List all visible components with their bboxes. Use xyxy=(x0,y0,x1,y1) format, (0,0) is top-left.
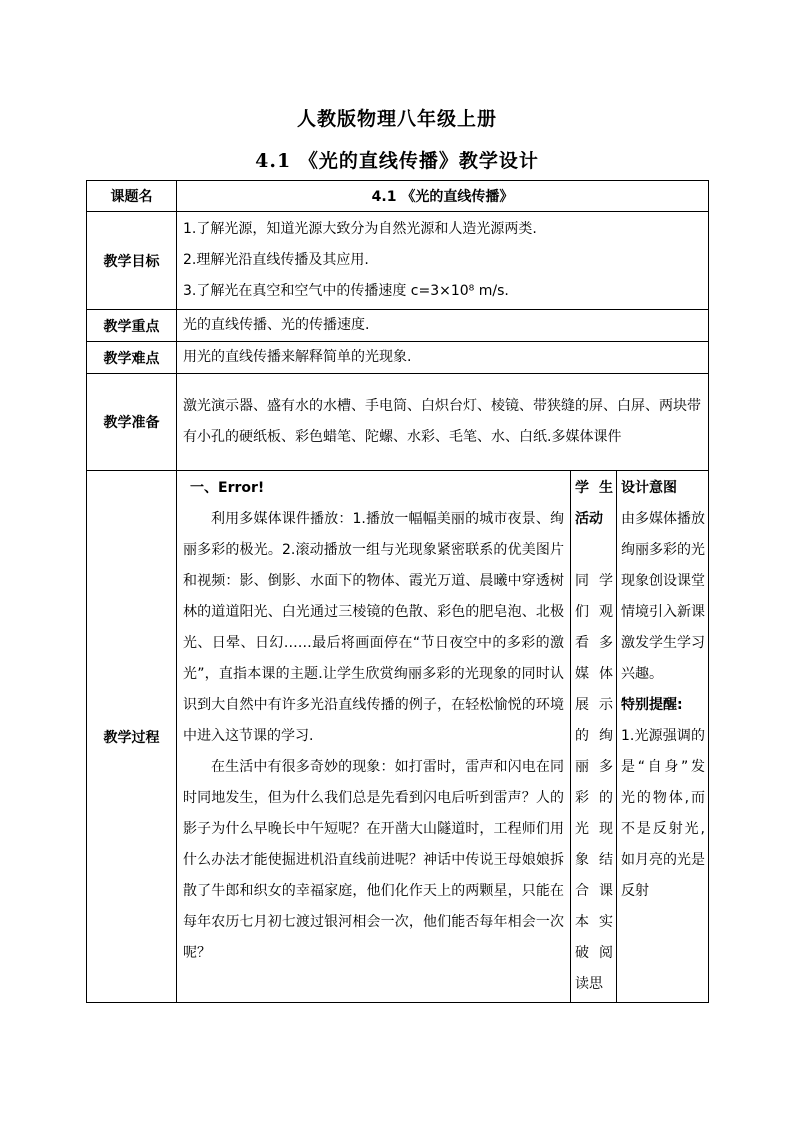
design-intent-cell xyxy=(617,471,709,1003)
reminder-heading: 特别提醒: xyxy=(621,697,683,713)
preparation-value: 激光演示器、盛有水的水槽、手电筒、白炽台灯、棱镜、带狭缝的屏、白屏、两块带有小孔的硬纸板、彩色蜡笔、陀螺、水彩、毛笔、水、白纸.多媒体课件 xyxy=(177,374,709,471)
row-difficulties xyxy=(87,342,709,374)
reminder-text: 1.光源强调的是“自身”发光的物体,而不是反射光,如月亮的光是反射 xyxy=(621,728,705,899)
difficulties-label: 教学难点 xyxy=(87,342,177,374)
topic-label: 课题名 xyxy=(87,181,177,212)
difficulties-value: 用光的直线传播来解释简单的光现象. xyxy=(177,342,709,374)
row-process xyxy=(87,471,709,1003)
row-preparation xyxy=(87,374,709,471)
goals-label: 教学目标 xyxy=(87,212,177,310)
lesson-plan-table xyxy=(86,180,709,1003)
section-heading: 一、Error! xyxy=(190,480,265,496)
document-subtitle: 4.1 《光的直线传播》教学设计 xyxy=(255,150,539,172)
topic-value: 4.1 《光的直线传播》 xyxy=(177,181,709,212)
student-activity-text: 同学们观看多媒体展示的绚丽多彩的光现象结合课本实破阅读思 xyxy=(575,573,613,992)
row-key-points xyxy=(87,310,709,342)
process-content xyxy=(177,471,571,1003)
process-paragraph-1: 利用多媒体课件播放：1.播放一幅幅美丽的城市夜景、绚丽多彩的极光。2.滚动播放一组与光现象紧密联系的优美图片和视频：影、倒影、水面下的物体、霞光万道、晨曦中穿透树林的道道阳光、白光通过三棱镜的色散、彩色的肥皂泡、北极光、日晕、日幻……最后将画面停在“节日夜空中的多彩的激光”，直指本课的主题.让学生欣赏绚丽多彩的光现象的同时认识到大自然中有许多光沿直线传播的例子，在轻松愉悦的环境中进入这节课的学习. xyxy=(183,511,564,744)
process-paragraph-2: 在生活中有很多奇妙的现象：如打雷时，雷声和闪电在同时同地发生，但为什么我们总是先看到闪电后听到雷声？人的影子为什么早晚长中午短呢？在开凿大山隧道时，工程师们用什么办法才能使掘进机沿直线前进呢？神话中传说王母娘娘拆散了牛郎和织女的幸福家庭，他们化作天上的两颗星，只能在每年农历七月初七渡过银河相会一次，他们能否每年相会一次呢？ xyxy=(183,759,564,961)
goal-item: 3.了解光在真空和空气中的传播速度 c=3×10⁸ m/s. xyxy=(183,283,509,299)
student-activity-heading: 学生活动 xyxy=(575,480,613,527)
key-points-value: 光的直线传播、光的传播速度. xyxy=(177,310,709,342)
goal-item: 2.理解光沿直线传播及其应用. xyxy=(183,252,369,268)
student-activity-cell xyxy=(571,471,617,1003)
goals-cell xyxy=(177,212,709,310)
row-goals xyxy=(87,212,709,310)
preparation-label: 教学准备 xyxy=(87,374,177,471)
process-label: 教学过程 xyxy=(87,471,177,1003)
goal-item: 1.了解光源，知道光源大致分为自然光源和人造光源两类. xyxy=(183,221,537,237)
design-intent-heading: 设计意图 xyxy=(621,480,677,496)
row-topic xyxy=(87,181,709,212)
design-intent-text: 由多媒体播放绚丽多彩的光现象创设课堂情境引入新课激发学生学习兴趣。 xyxy=(621,511,705,682)
key-points-label: 教学重点 xyxy=(87,310,177,342)
document-title: 人教版物理八年级上册 xyxy=(296,108,497,130)
